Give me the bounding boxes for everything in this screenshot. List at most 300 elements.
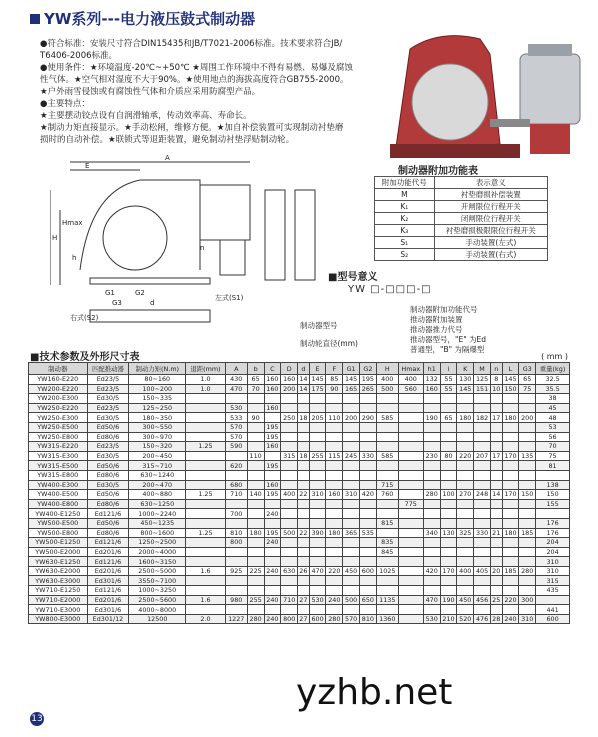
table-cell <box>264 394 281 404</box>
table-cell <box>281 586 298 596</box>
table-cell <box>490 422 502 432</box>
table-cell <box>457 586 474 596</box>
table-cell <box>186 499 226 509</box>
table-cell: 200 <box>343 413 360 423</box>
table-cell <box>423 586 440 596</box>
table-cell <box>186 518 226 528</box>
table-cell <box>298 422 310 432</box>
table-cell <box>360 480 377 490</box>
table-cell <box>343 480 360 490</box>
table-cell: Ed50/6 <box>87 461 129 471</box>
table-cell <box>225 518 247 528</box>
table-cell <box>309 538 326 548</box>
table-cell: 100~200 <box>129 384 186 394</box>
table-cell <box>423 422 440 432</box>
spec-line: ★制动力矩直接显示。★手动松闸，维修方便。★加自补偿装置可实现制动衬垫磨 <box>40 123 344 133</box>
table-cell: 65 <box>519 375 536 385</box>
table-cell <box>519 509 536 519</box>
table-cell: YW200-E220 <box>29 384 88 394</box>
table-cell: 925 <box>225 566 247 576</box>
table-cell <box>519 538 536 548</box>
diagram-label: 右式(S2) <box>70 314 99 322</box>
table-cell: 45 <box>536 403 570 413</box>
table-cell: YW800-E3000 <box>29 614 88 624</box>
table-cell <box>490 605 502 615</box>
table-cell: 90 <box>326 384 343 394</box>
table-cell <box>490 394 502 404</box>
table-cell: 21 <box>492 528 501 537</box>
table-cell: YW500-E800 <box>29 528 88 538</box>
table-cell <box>298 461 310 471</box>
table-cell <box>536 595 570 605</box>
table-cell <box>519 394 536 404</box>
table-cell <box>326 394 343 404</box>
table-cell: 600 <box>536 614 570 624</box>
table-cell <box>398 509 423 519</box>
table-cell <box>502 432 519 442</box>
table-cell <box>343 605 360 615</box>
table-cell: 845 <box>376 547 398 557</box>
table-cell <box>440 461 457 471</box>
table-cell <box>398 557 423 567</box>
table-cell: 22 <box>299 528 308 537</box>
table-cell <box>376 461 398 471</box>
table-cell <box>398 576 423 586</box>
table-cell: 530 <box>225 403 247 413</box>
spec-line: ★户外雨雪侵蚀或有腐蚀性气体和介质应采用防腐型产品。 <box>40 87 261 97</box>
table-cell <box>343 509 360 519</box>
table-cell <box>343 394 360 404</box>
func-row <box>375 189 548 201</box>
title-square-icon <box>30 14 40 24</box>
table-cell <box>343 442 360 452</box>
table-cell <box>309 422 326 432</box>
diagram-label: G2 <box>135 289 145 297</box>
table-cell: 365 <box>343 528 360 538</box>
table-cell: Ed121/6 <box>87 586 129 596</box>
table-cell: 1.25 <box>186 442 226 452</box>
table-cell <box>309 394 326 404</box>
table-cell: 160 <box>264 375 281 385</box>
table-cell <box>423 547 440 557</box>
table-cell: 435 <box>536 586 570 596</box>
table-cell: 430 <box>225 375 247 385</box>
table-cell <box>247 557 264 567</box>
table-cell <box>519 605 536 615</box>
table-cell <box>376 403 398 413</box>
table-cell: 533 <box>225 413 247 423</box>
table-cell <box>502 403 519 413</box>
table-cell <box>376 586 398 596</box>
table-cell: Ed23/5 <box>87 384 129 394</box>
model-note: 普通型，"B" 为隔爆型 <box>410 345 485 354</box>
table-cell <box>502 422 519 432</box>
table-cell <box>536 470 570 480</box>
table-cell: YW315-E500 <box>29 461 88 471</box>
table-cell: YW400-E300 <box>29 480 88 490</box>
table-cell: YW315-E800 <box>29 470 88 480</box>
table-cell: 405 <box>474 566 491 576</box>
table-cell <box>398 528 423 538</box>
table-cell: 180 <box>457 413 474 423</box>
table-cell: 220 <box>457 451 474 461</box>
table-cell: 14 <box>492 490 501 499</box>
table-cell <box>360 576 377 586</box>
table-cell <box>298 605 310 615</box>
table-cell <box>376 442 398 452</box>
table-cell <box>247 605 264 615</box>
table-cell <box>502 586 519 596</box>
table-cell: 250 <box>281 413 298 423</box>
table-cell: 600 <box>309 614 326 624</box>
table-header-cell: 制动力矩(N.m) <box>129 363 186 375</box>
table-cell: 1600~3150 <box>129 557 186 567</box>
table-cell: 17 <box>492 452 501 461</box>
table-cell <box>309 605 326 615</box>
table-cell <box>474 576 491 586</box>
table-header-cell: 匹配推动器 <box>87 363 129 375</box>
table-cell <box>490 480 502 490</box>
table-cell <box>490 499 502 509</box>
table-cell: Ed30/5 <box>87 480 129 490</box>
table-cell: 17 <box>492 413 501 422</box>
table-cell: 325 <box>457 528 474 538</box>
func-table <box>374 176 548 261</box>
table-cell: 165 <box>343 384 360 394</box>
table-cell: 270 <box>457 490 474 500</box>
table-cell: 176 <box>536 518 570 528</box>
table-cell: YW500-E2000 <box>29 547 88 557</box>
table-cell <box>490 518 502 528</box>
table-cell: 835 <box>376 538 398 548</box>
table-row <box>29 480 570 490</box>
table-cell <box>398 451 423 461</box>
table-cell <box>490 403 502 413</box>
table-cell <box>298 480 310 490</box>
table-cell: 450 <box>457 595 474 605</box>
table-cell <box>398 490 423 500</box>
table-cell: 150~335 <box>129 394 186 404</box>
table-cell <box>225 547 247 557</box>
table-cell <box>343 547 360 557</box>
spec-line: ●使用条件：★环境温度-20℃~+50℃ ★周围工作环境中不得有易燃、易爆及腐蚀 <box>40 63 353 73</box>
table-cell <box>186 547 226 557</box>
table-row <box>29 422 570 432</box>
table-cell <box>440 470 457 480</box>
table-cell: 180 <box>247 528 264 538</box>
model-note: 制动轮直径(mm) <box>300 339 358 348</box>
table-cell <box>186 576 226 586</box>
table-header-cell: G2 <box>360 363 377 375</box>
table-cell <box>423 442 440 452</box>
table-cell: Ed30/5 <box>87 413 129 423</box>
table-cell <box>490 557 502 567</box>
table-cell: 680 <box>225 480 247 490</box>
table-cell: 255 <box>309 451 326 461</box>
table-cell: 630~1240 <box>129 470 186 480</box>
table-cell <box>423 557 440 567</box>
diagram-label: H <box>52 234 58 242</box>
table-cell: YW630-E3000 <box>29 576 88 586</box>
table-cell <box>490 432 502 442</box>
spec-table <box>28 362 570 624</box>
table-cell: 160 <box>423 384 440 394</box>
table-row <box>29 509 570 519</box>
table-cell <box>423 538 440 548</box>
table-row <box>29 413 570 423</box>
table-cell <box>298 518 310 528</box>
spec-line: ●主要特点： <box>40 99 90 109</box>
table-cell: 28 <box>492 615 501 624</box>
table-cell <box>343 461 360 471</box>
table-cell <box>298 576 310 586</box>
table-cell: 150 <box>536 490 570 500</box>
table-cell: 12500 <box>129 614 186 624</box>
table-cell: YW630-E1250 <box>29 557 88 567</box>
table-cell: 75 <box>536 451 570 461</box>
table-cell: 470 <box>225 384 247 394</box>
spec-line: T6406-2006标准。 <box>40 51 118 61</box>
table-cell <box>440 576 457 586</box>
table-cell <box>186 586 226 596</box>
table-cell: YW315-E300 <box>29 451 88 461</box>
table-row <box>29 490 570 500</box>
table-cell: Ed301/12 <box>87 614 129 624</box>
table-cell: 160 <box>264 403 281 413</box>
table-cell <box>264 451 281 461</box>
model-meaning-title: ■型号意义 <box>328 272 378 283</box>
table-cell: 310 <box>536 557 570 567</box>
table-cell <box>298 547 310 557</box>
table-cell <box>502 557 519 567</box>
table-header-cell: b <box>247 363 264 375</box>
table-cell <box>343 403 360 413</box>
func-meaning: 开闸限位行程开关 <box>434 201 547 213</box>
table-cell <box>423 499 440 509</box>
table-cell <box>457 557 474 567</box>
table-cell <box>502 470 519 480</box>
table-cell: Ed23/5 <box>87 375 129 385</box>
table-cell <box>281 576 298 586</box>
table-cell: 710 <box>225 490 247 500</box>
table-cell <box>247 547 264 557</box>
table-cell: 14 <box>299 375 308 384</box>
table-cell: 195 <box>264 528 281 538</box>
table-cell <box>423 470 440 480</box>
table-cell <box>186 470 226 480</box>
table-cell: 590 <box>225 442 247 452</box>
table-cell <box>360 509 377 519</box>
table-cell: 230 <box>423 451 440 461</box>
table-cell: YW250-E300 <box>29 413 88 423</box>
table-cell <box>186 451 226 461</box>
table-cell <box>247 586 264 596</box>
table-header-cell: F <box>326 363 343 375</box>
table-cell <box>309 509 326 519</box>
table-cell: 185 <box>519 528 536 538</box>
table-cell: 520 <box>457 614 474 624</box>
table-cell <box>376 528 398 538</box>
table-cell: 185 <box>502 566 519 576</box>
table-cell <box>474 480 491 490</box>
table-cell: Ed80/6 <box>87 528 129 538</box>
table-cell <box>298 586 310 596</box>
table-cell <box>440 509 457 519</box>
table-cell: 310 <box>536 566 570 576</box>
table-cell: Ed301/6 <box>87 576 129 586</box>
table-header-cell: A <box>225 363 247 375</box>
table-cell <box>281 461 298 471</box>
table-cell: 48 <box>536 413 570 423</box>
table-cell <box>440 557 457 567</box>
table-cell: 26 <box>299 567 308 576</box>
table-cell: 240 <box>264 566 281 576</box>
table-cell: 280 <box>247 614 264 624</box>
table-cell: 1025 <box>376 566 398 576</box>
table-cell <box>326 605 343 615</box>
table-cell <box>309 586 326 596</box>
table-cell: 18 <box>299 413 308 422</box>
table-cell <box>490 509 502 519</box>
table-header-cell: G3 <box>519 363 536 375</box>
table-cell: 160 <box>264 442 281 452</box>
table-cell: 207 <box>474 451 491 461</box>
table-cell <box>519 442 536 452</box>
table-cell <box>360 403 377 413</box>
func-code: S₂ <box>375 249 435 261</box>
table-cell: 570 <box>343 614 360 624</box>
table-cell: 200 <box>281 384 298 394</box>
table-cell <box>376 470 398 480</box>
table-header-cell: Hmax <box>398 363 423 375</box>
func-header: 附加功能代号 <box>375 177 435 189</box>
table-cell <box>474 432 491 442</box>
table-cell <box>225 451 247 461</box>
table-header-cell: G1 <box>343 363 360 375</box>
table-cell <box>326 586 343 596</box>
table-cell: 138 <box>536 480 570 490</box>
table-cell <box>298 499 310 509</box>
table-cell <box>281 403 298 413</box>
table-cell: 315~710 <box>129 461 186 471</box>
table-cell <box>298 442 310 452</box>
table-cell <box>247 518 264 528</box>
func-meaning: 衬垫磨损补偿装置 <box>434 189 547 201</box>
table-cell <box>502 480 519 490</box>
table-cell <box>247 538 264 548</box>
table-cell <box>326 499 343 509</box>
table-cell: 180 <box>502 413 519 423</box>
table-cell: 400 <box>398 375 423 385</box>
unit-label: ( mm ) <box>541 352 568 361</box>
table-cell: 22 <box>299 490 308 499</box>
table-cell: 27 <box>299 595 308 604</box>
table-cell <box>309 461 326 471</box>
table-cell <box>423 480 440 490</box>
table-cell: 570 <box>225 432 247 442</box>
table-cell: Ed201/6 <box>87 595 129 605</box>
table-cell <box>474 586 491 596</box>
spec-line: ●符合标准：安装尺寸符合DIN15435和JB/T7021-2006标准。技术要求符合JB/ <box>40 39 343 49</box>
table-cell <box>440 432 457 442</box>
table-cell: 240 <box>326 595 343 605</box>
spec-list <box>40 38 380 146</box>
table-cell: YW315-E220 <box>29 442 88 452</box>
table-cell: 630~1250 <box>129 499 186 509</box>
table-cell <box>186 557 226 567</box>
table-cell <box>247 576 264 586</box>
spec-line: ★主要摆动铰点设有自润滑轴承，传动效率高、寿命长。 <box>40 111 252 121</box>
table-cell: Ed121/6 <box>87 538 129 548</box>
table-cell <box>423 403 440 413</box>
table-cell <box>423 432 440 442</box>
table-header-cell: L <box>502 363 519 375</box>
table-cell <box>186 413 226 423</box>
table-cell: 2500~5600 <box>129 595 186 605</box>
table-cell <box>474 394 491 404</box>
table-cell <box>474 461 491 471</box>
table-cell <box>474 422 491 432</box>
table-cell <box>519 432 536 442</box>
table-cell <box>186 432 226 442</box>
table-header-cell: 重量(kg) <box>536 363 570 375</box>
table-cell <box>457 461 474 471</box>
table-cell <box>457 442 474 452</box>
table-cell <box>440 518 457 528</box>
table-header-cell: n <box>490 363 502 375</box>
table-cell: 1.0 <box>186 384 226 394</box>
table-cell: 530 <box>423 614 440 624</box>
table-row <box>29 576 570 586</box>
table-cell: 145 <box>343 375 360 385</box>
table-cell: YW400-E1250 <box>29 509 88 519</box>
table-cell <box>502 509 519 519</box>
table-cell: 1135 <box>376 595 398 605</box>
table-cell <box>519 557 536 567</box>
table-cell <box>343 432 360 442</box>
table-cell: 280 <box>519 566 536 576</box>
table-cell: 400 <box>457 566 474 576</box>
table-cell <box>440 422 457 432</box>
table-cell <box>490 461 502 471</box>
table-cell <box>440 538 457 548</box>
table-cell <box>281 557 298 567</box>
table-cell <box>186 461 226 471</box>
table-cell: 75 <box>519 384 536 394</box>
table-cell: YW250-E220 <box>29 403 88 413</box>
table-cell: 570 <box>225 422 247 432</box>
table-row <box>29 432 570 442</box>
table-cell <box>519 586 536 596</box>
table-cell <box>474 557 491 567</box>
table-cell: 240 <box>264 538 281 548</box>
table-cell <box>225 557 247 567</box>
table-cell: Ed121/6 <box>87 557 129 567</box>
table-cell <box>309 442 326 452</box>
table-cell: 1.25 <box>186 528 226 538</box>
table-cell: 240 <box>264 614 281 624</box>
page-number: 13 <box>31 714 43 724</box>
table-cell <box>490 442 502 452</box>
table-cell <box>309 547 326 557</box>
table-cell <box>343 422 360 432</box>
table-header-cell: h1 <box>423 363 440 375</box>
table-cell: 620 <box>225 461 247 471</box>
table-cell <box>423 518 440 528</box>
table-cell: 330 <box>360 451 377 461</box>
model-note: 推动器附加装置 <box>410 315 463 324</box>
table-cell <box>440 394 457 404</box>
